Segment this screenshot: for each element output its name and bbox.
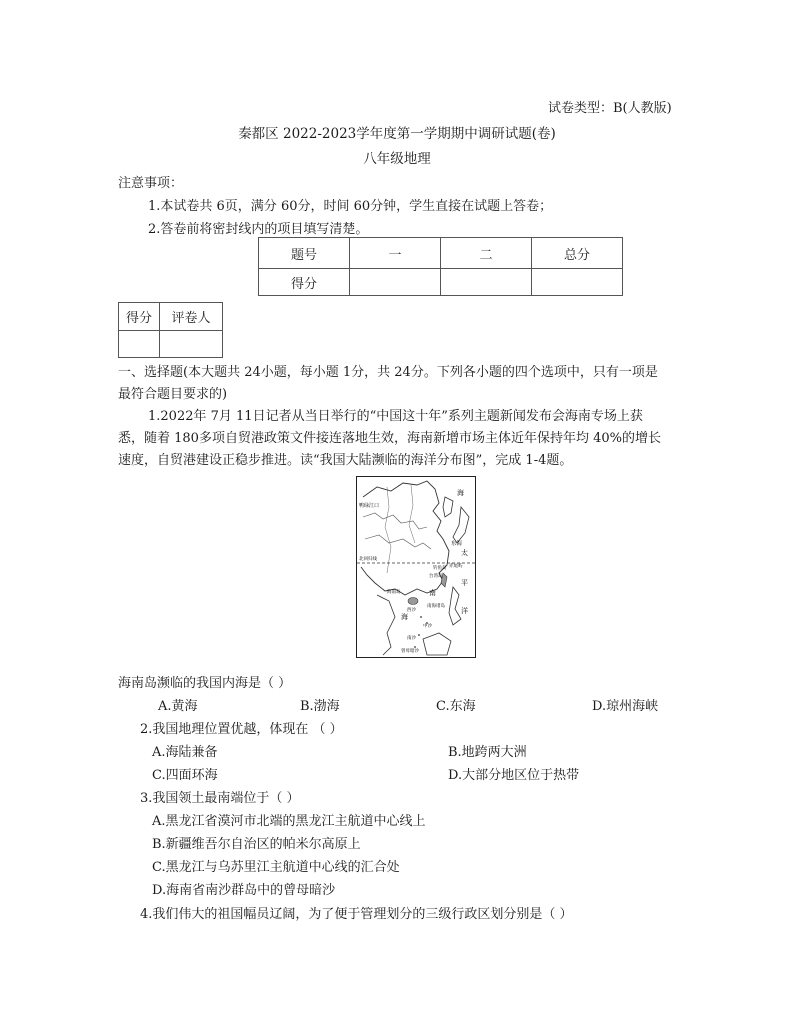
- score-cell: [532, 269, 623, 296]
- map-label-tropic: 北回归线: [359, 557, 377, 562]
- option-a[interactable]: A.黄海: [158, 699, 198, 714]
- option-d[interactable]: D.大部分地区位于热带: [448, 768, 580, 783]
- map-label-chiwei: 赤尾屿: [449, 564, 463, 569]
- question-intro: 悉，随着 180多项自贸港政策文件接连落地生效，海南新增市场主体近年保持年均 40%的增长: [118, 431, 661, 446]
- option-c[interactable]: C.黑龙江与乌苏里江主航道中心线的汇合处: [152, 860, 400, 875]
- map-label-diaoyu: 钓鱼岛: [433, 566, 447, 571]
- paper-type: 试卷类型：B(人教版): [548, 101, 672, 116]
- question-intro: 1.2022年 7月 11日记者从当日举行的“中国这十年”系列主题新闻发布会海南专场上获: [148, 409, 643, 424]
- option-b[interactable]: B.地跨两大洲: [448, 745, 527, 760]
- map-label-sea: 海: [457, 489, 464, 497]
- option-b[interactable]: B.新疆维吾尔自治区的帕米尔高原上: [152, 837, 361, 852]
- map-label-pacific-1: 太: [461, 549, 468, 557]
- grader-name-label: 评卷人: [160, 303, 223, 331]
- score-table-row-label: 得分: [259, 269, 350, 296]
- question-stem: 4.我们伟大的祖国幅员辽阔，为了便于管理划分的三级行政区划分别是（ ）: [140, 907, 573, 922]
- map-label-east-sea: 东海: [451, 541, 463, 547]
- note-item-1: 1.本试卷共 6页，满分 60分，时间 60分钟，学生直接在试题上答卷；: [148, 199, 553, 214]
- question-stem: 海南岛濒临的我国内海是（ ）: [118, 676, 292, 691]
- option-c[interactable]: C.四面环海: [152, 768, 218, 783]
- score-cell: [441, 269, 532, 296]
- map-label-scs-islands: 南海诸岛: [427, 604, 445, 609]
- note-item-2: 2.答卷前将密封线内的项目填写清楚。: [148, 222, 369, 237]
- notes-heading: 注意事项：: [118, 176, 184, 191]
- map-label-hainan: 海南岛: [387, 590, 401, 595]
- section-heading-cont: 最符合题目要求的): [118, 387, 228, 402]
- grader-score-cell: [119, 331, 160, 358]
- score-table: [258, 237, 623, 296]
- option-a[interactable]: A.黑龙江省漠河市北端的黑龙江主航道中心线上: [152, 814, 426, 829]
- section-heading: 一、选择题(本大题共 24小题，每小题 1分，共 24分。下列各小题的四个选项中，只有一项是: [118, 365, 658, 380]
- map-label-xisha: 西沙: [407, 608, 416, 613]
- exam-title: 秦都区 2022-2023学年度第一学期期中调研试题(卷): [238, 126, 556, 142]
- map-label-nansha: 南沙: [407, 636, 416, 641]
- score-table-header: 二: [441, 238, 532, 269]
- question-stem: 3.我国领土最南端位于（ ）: [140, 791, 300, 806]
- map-label-taiwan: 台湾岛: [429, 574, 443, 579]
- map-label-yalu: 鸭绿江口: [359, 503, 380, 509]
- grader-name-cell: [160, 331, 223, 358]
- option-b[interactable]: B.渤海: [300, 699, 340, 714]
- exam-subject: 八年级地理: [363, 151, 431, 167]
- map-label-zengmu: 曾母暗沙: [401, 649, 419, 654]
- map-graphic: [357, 477, 475, 657]
- score-table-header: 题号: [259, 238, 350, 269]
- map-label-south-sea: 海: [401, 613, 408, 621]
- question-intro: 速度，自贸港建设正稳步推进。读“我国大陆濒临的海洋分布图”，完成 1-4题。: [118, 453, 573, 468]
- option-a[interactable]: A.海陆兼备: [152, 745, 218, 760]
- map-label-south: 南: [429, 589, 436, 597]
- score-table-header: 一: [350, 238, 441, 269]
- grader-score-label: 得分: [119, 303, 160, 331]
- score-table-header: 总分: [532, 238, 623, 269]
- option-c[interactable]: C.东海: [436, 699, 476, 714]
- question-stem: 2.我国地理位置优越，体现在 （ ）: [140, 722, 343, 737]
- china-seas-map: [356, 476, 476, 658]
- option-d[interactable]: D.琼州海峡: [592, 699, 659, 714]
- map-label-pacific-3: 洋: [461, 607, 468, 615]
- score-cell: [350, 269, 441, 296]
- map-label-zhongsha: 中沙: [423, 624, 432, 629]
- option-d[interactable]: D.海南省南沙群岛中的曾母暗沙: [152, 883, 336, 898]
- map-label-pacific-2: 平: [461, 579, 468, 587]
- grader-box: [118, 302, 223, 358]
